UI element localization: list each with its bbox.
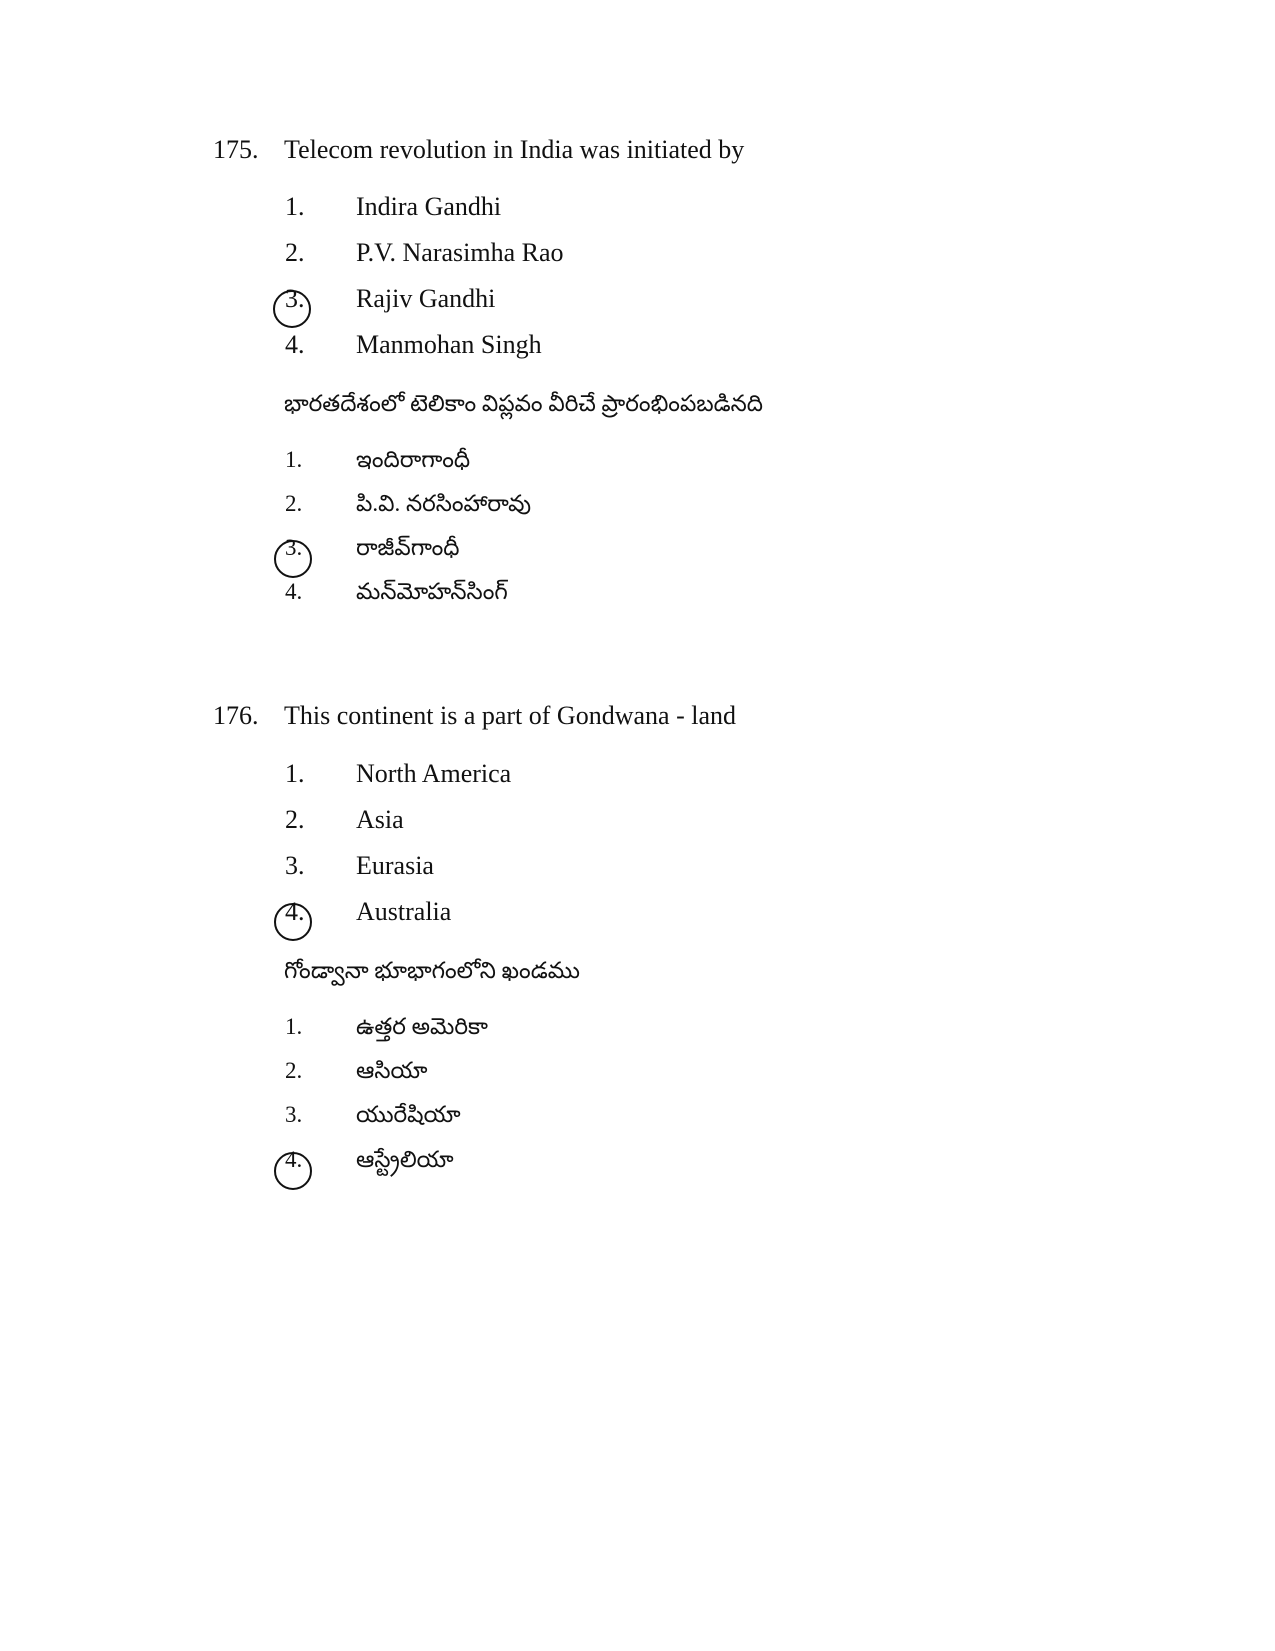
- option-text: Eurasia: [356, 851, 434, 880]
- question-text-te: భారతదేశంలో టెలికాం విప్లవం వీరిచే ప్రారంభింపబడినది: [284, 391, 763, 416]
- option-number: 4.: [285, 897, 305, 926]
- option-number: 2.: [285, 805, 305, 834]
- option-text: North America: [356, 759, 512, 788]
- question-text-en: Telecom revolution in India was initiated by: [284, 135, 745, 164]
- question-number: 175.: [213, 135, 259, 164]
- option-number: 4.: [285, 1147, 303, 1172]
- option-number: 4.: [285, 579, 303, 604]
- option-number: 1.: [285, 447, 303, 472]
- option-number: 3.: [285, 1102, 303, 1127]
- option-text: ఆసియా: [356, 1058, 428, 1083]
- option-number: 3.: [285, 535, 303, 560]
- option-number: 1.: [285, 1014, 303, 1039]
- option-text: పి.వి. నరసింహారావు: [356, 491, 532, 516]
- question-number: 176.: [213, 701, 259, 730]
- option-text: యురేషియా: [356, 1102, 461, 1127]
- option-number: 2.: [285, 1058, 303, 1083]
- option-number: 3.: [285, 851, 305, 880]
- option-text: ఇందిరాగాంధీ: [356, 447, 471, 472]
- option-text: Australia: [356, 897, 452, 926]
- option-text: ఆస్ట్రేలియా: [356, 1147, 454, 1172]
- option-text: P.V. Narasimha Rao: [356, 238, 564, 267]
- option-number: 2.: [285, 491, 303, 516]
- option-text: ఉత్తర అమెరికా: [356, 1014, 488, 1039]
- answer-circle-mark: [274, 1152, 312, 1190]
- option-text: Manmohan Singh: [356, 330, 542, 359]
- option-text: రాజీవ్‌గాంధీ: [356, 535, 460, 560]
- option-text: Rajiv Gandhi: [356, 284, 496, 313]
- answer-circle-mark: [274, 540, 312, 578]
- option-text: Asia: [356, 805, 404, 834]
- option-number: 1.: [285, 192, 305, 221]
- option-number: 4.: [285, 330, 305, 359]
- question-text-te: గోండ్వానా భూభాగంలోని ఖండము: [284, 958, 581, 983]
- answer-circle-mark: [273, 290, 311, 328]
- question-text-en: This continent is a part of Gondwana - land: [284, 701, 736, 730]
- option-text: మన్‌మోహన్‌సింగ్: [356, 579, 508, 604]
- option-number: 1.: [285, 759, 305, 788]
- option-text: Indira Gandhi: [356, 192, 502, 221]
- answer-circle-mark: [274, 903, 312, 941]
- option-number: 2.: [285, 238, 305, 267]
- option-number: 3.: [285, 284, 305, 313]
